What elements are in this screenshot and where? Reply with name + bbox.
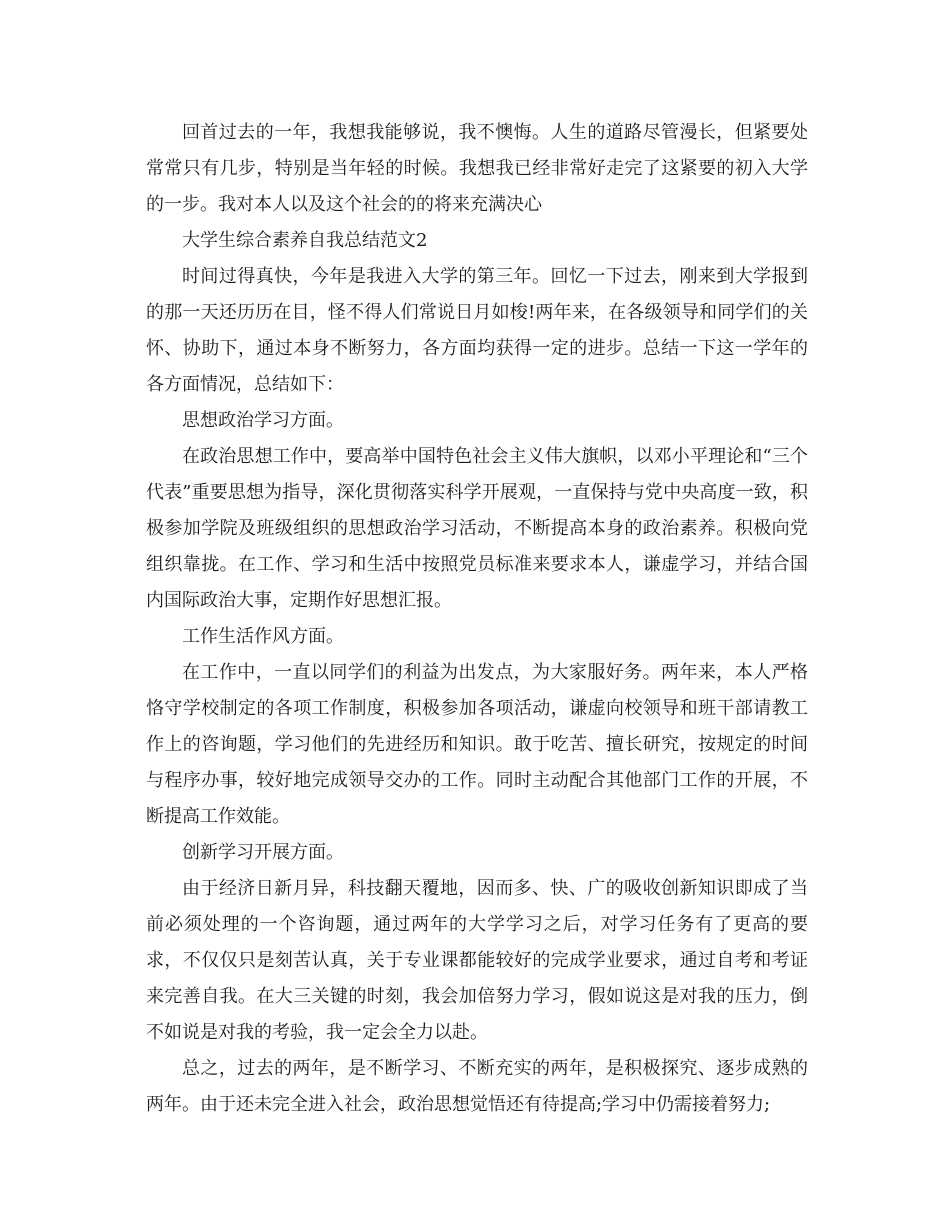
paragraph-conclusion: 总之，过去的两年，是不断学习、不断充实的两年，是积极探究、逐步成熟的两年。由于还未完全进入社会，政治思想觉悟还有待提高;学习中仍需接着努力; bbox=[146, 1058, 808, 1115]
paragraph-work: 在工作中，一直以同学们的利益为出发点，为大家服好务。两年来，本人严格恪守学校制定的各项工作制度，积极参加各项活动，谦虚向校领导和班干部请教工作上的咨询题，学习他们的先进经历和知识。敢于吃苦、擅长研究，按规定的时间与程序办事，较好地完成领导交办的工作。同时主动配合其他部门工作的开展，不断提高工作效能。 bbox=[146, 662, 808, 827]
paragraph-intro: 时间过得真快，今年是我进入大学的第三年。回忆一下过去，刚来到大学报到的那一天还历历在目，怪不得人们常说日月如梭!两年来，在各级领导和同学们的关怀、协助下，通过本身不断努力，各方面均获得一定的进步。总结一下这一学年的各方面情况，总结如下： bbox=[146, 266, 808, 395]
paragraph-politics: 在政治思想工作中，要高举中国特色社会主义伟大旗帜，以邓小平理论和“三个代表”重要思想为指导，深化贯彻落实科学开展观，一直保持与党中央高度一致，积极参加学院及班级组织的思想政治学习活动，不断提高本身的政治素养。积极向党组织靠拢。在工作、学习和生活中按照党员标准来要求本人，谦虚学习，并结合国内国际政治大事，定期作好思想汇报。 bbox=[146, 446, 808, 611]
document-page bbox=[146, 115, 808, 1123]
paragraph-reflection: 回首过去的一年，我想我能够说，我不懊悔。人生的道路尽管漫长，但紧要处常常只有几步，特别是当年轻的时候。我想我已经非常好走完了这紧要的初入大学的一步。我对本人以及这个社会的的将来充满决心 bbox=[146, 122, 808, 215]
section-heading-innovation: 创新学习开展方面。 bbox=[182, 842, 344, 863]
document-title: 大学生综合素养自我总结范文2 bbox=[182, 230, 428, 251]
paragraph-innovation: 由于经济日新月异，科技翻天覆地，因而多、快、广的吸收创新知识即成了当前必须处理的一个咨询题，通过两年的大学学习之后，对学习任务有了更高的要求，不仅仅只是刻苦认真，关于专业课都能较好的完成学业要求，通过自考和考证来完善自我。在大三关键的时刻，我会加倍努力学习，假如说这是对我的压力，倒不如说是对我的考验，我一定会全力以赴。 bbox=[146, 878, 808, 1043]
section-heading-work: 工作生活作风方面。 bbox=[182, 626, 344, 647]
section-heading-politics: 思想政治学习方面。 bbox=[182, 410, 344, 431]
